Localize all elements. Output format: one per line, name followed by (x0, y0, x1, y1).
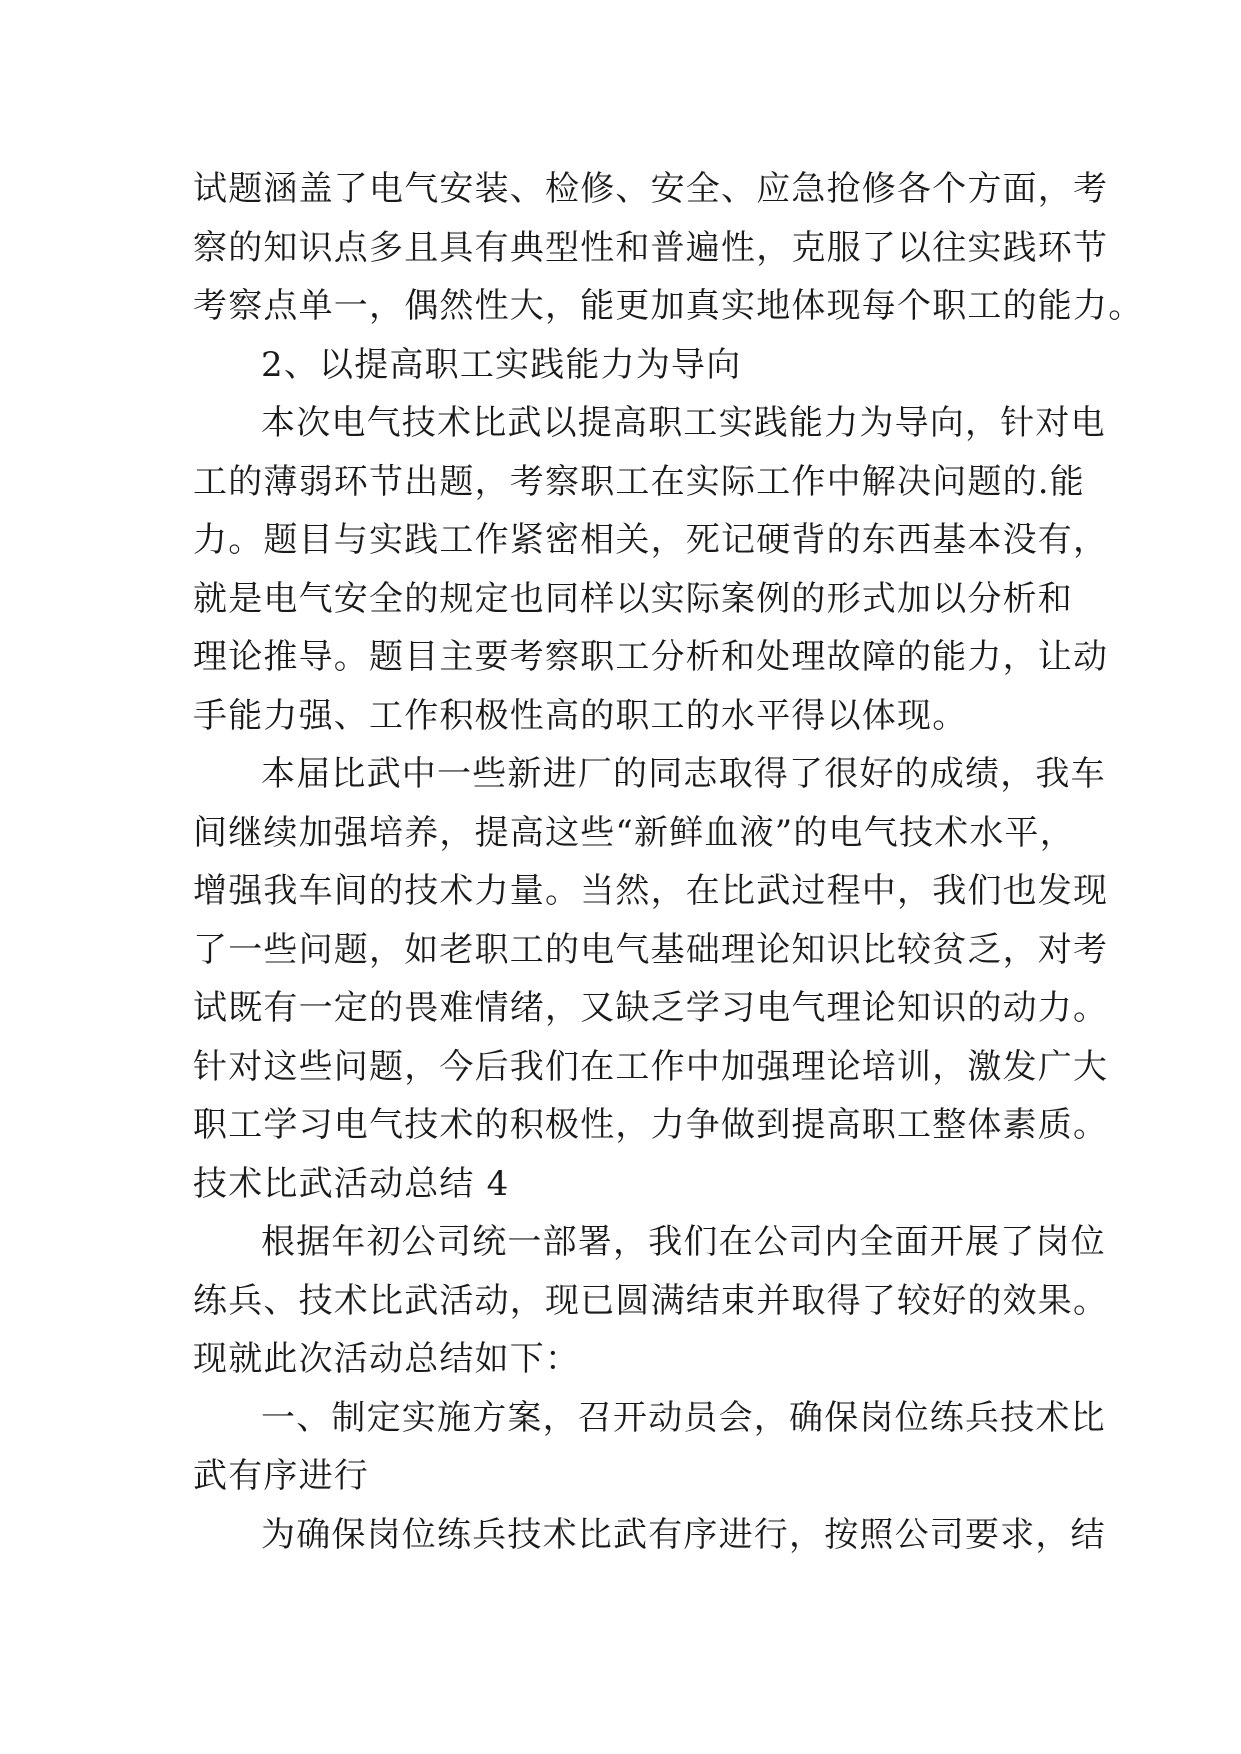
text-line: 间继续加强培养，提高这些“新鲜血液”的电气技术水平， (193, 812, 1075, 853)
text-line: 了一些问题，如老职工的电气基础理论知识比较贫乏，对考 (193, 929, 1109, 970)
text-line: 力。题目与实践工作紧密相关，死记硬背的东西基本没有， (193, 520, 1109, 560)
text-line: 本次电气技术比武以提高职工实践能力为导向，针对电 (261, 403, 1106, 443)
text-line: 技术比武活动总结 4 (193, 1163, 510, 1204)
text-line: 工的薄弱环节出题，考察职工在实际工作中解决问题的.能 (193, 461, 1086, 502)
text-line: 练兵、技术比武活动，现已圆满结束并取得了较好的效果。 (193, 1280, 1109, 1321)
text-line: 手能力强、工作积极性高的职工的水平得以体现。 (193, 695, 968, 736)
text-line: 就是电气安全的规定也同样以实际案例的形式加以分析和 (193, 578, 1073, 619)
text-line: 考察点单一，偶然性大，能更加真实地体现每个职工的能力。 (193, 286, 1144, 326)
text-line: 为确保岗位练兵技术比武有序进行，按照公司要求，结 (261, 1514, 1106, 1555)
text-line: 察的知识点多且具有典型性和普遍性，克服了以往实践环节 (193, 227, 1109, 268)
text-line: 试题涵盖了电气安装、检修、安全、应急抢修各个方面，考 (193, 169, 1109, 209)
text-line: 职工学习电气技术的积极性，力争做到提高职工整体素质。 (193, 1105, 1109, 1145)
document-body (193, 160, 1144, 1564)
text-line: 试既有一定的畏难情绪，又缺乏学习电气理论知识的动力。 (193, 988, 1109, 1028)
text-line: 本届比武中一些新进厂的同志取得了很好的成绩，我车 (261, 754, 1106, 794)
text-line: 针对这些问题，今后我们在工作中加强理论培训，激发广大 (193, 1046, 1109, 1087)
text-line: 一、制定实施方案，召开动员会，确保岗位练兵技术比 (261, 1397, 1106, 1438)
text-line: 现就此次活动总结如下： (193, 1339, 581, 1379)
text-line: 根据年初公司统一部署，我们在公司内全面开展了岗位 (261, 1222, 1106, 1262)
text-line: 2、以提高职工实践能力为导向 (261, 344, 742, 385)
text-line: 武有序进行 (193, 1456, 369, 1496)
text-line: 增强我车间的技术力量。当然，在比武过程中，我们也发现 (193, 871, 1109, 911)
text-line: 理论推导。题目主要考察职工分析和处理故障的能力，让动 (193, 637, 1109, 677)
